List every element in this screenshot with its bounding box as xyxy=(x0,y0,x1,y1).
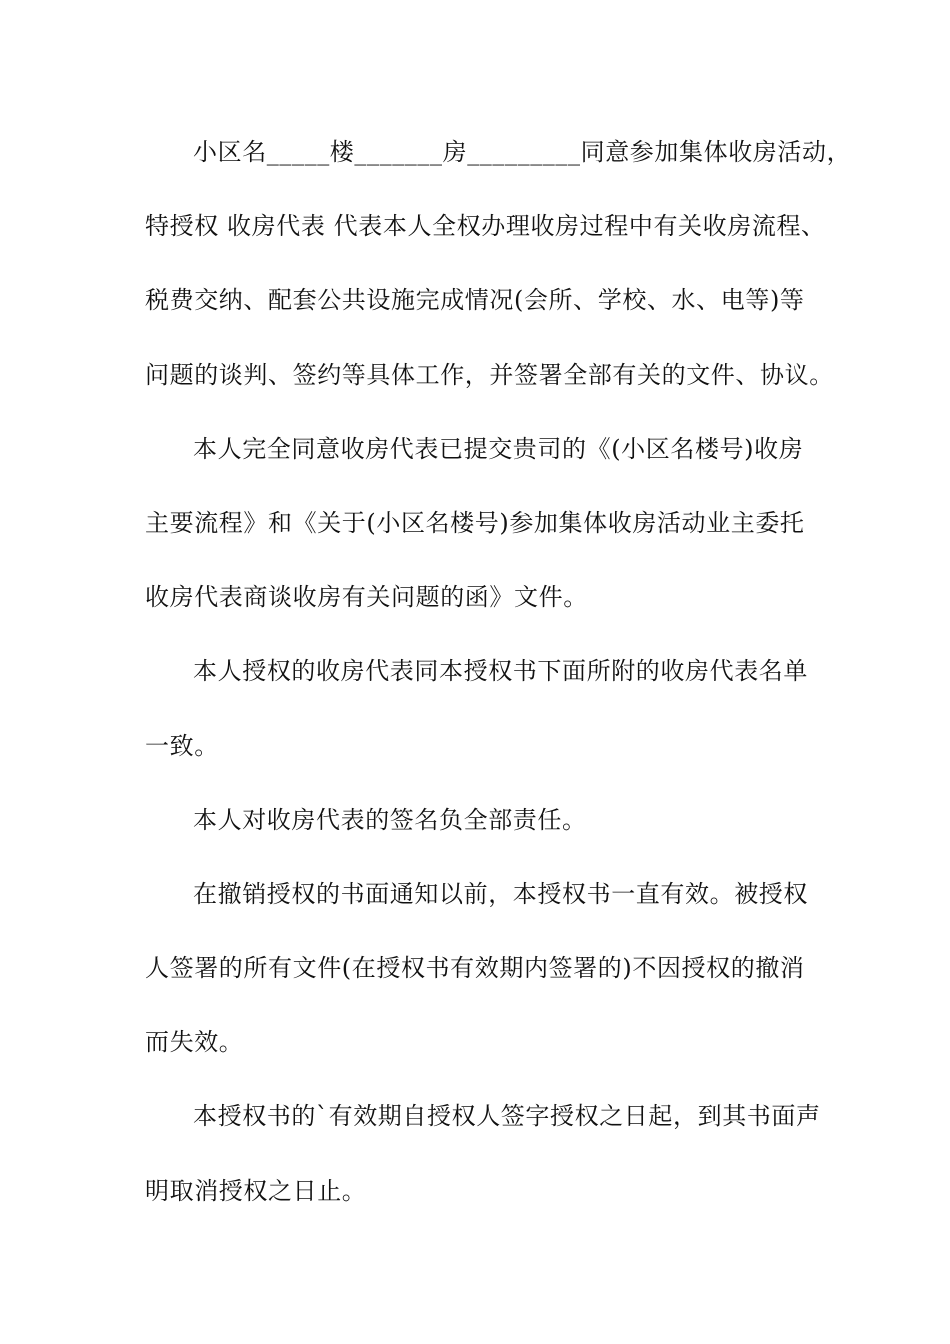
paragraph-3-line-2: 一致。 xyxy=(145,731,219,760)
paragraph-1-line-1: 小区名_____楼_______房_________同意参加集体收房活动， xyxy=(193,138,852,166)
paragraph-5-line-3: 而失效。 xyxy=(145,1028,244,1057)
paragraph-2-line-3: 收房代表商谈收房有关问题的函》文件。 xyxy=(145,583,588,612)
paragraph-6-line-2: 明取消授权之日止。 xyxy=(145,1176,367,1205)
paragraph-2-line-2: 主要流程》和《关于(小区名楼号)参加集体收房活动业主委托 xyxy=(145,508,805,537)
paragraph-3-line-1: 本人授权的收房代表同本授权书下面所附的收房代表名单 xyxy=(193,657,808,686)
paragraph-5-line-2: 人签署的所有文件(在授权书有效期内签署的)不因授权的撤消 xyxy=(145,954,805,983)
document-body xyxy=(145,122,852,1235)
paragraph-1-line-3: 税费交纳、配套公共设施完成情况(会所、学校、水、电等)等 xyxy=(145,286,805,315)
paragraph-4-line-1: 本人对收房代表的签名负全部责任。 xyxy=(193,805,587,834)
paragraph-1-line-4: 问题的谈判、签约等具体工作，并签署全部有关的文件、协议。 xyxy=(145,360,834,389)
paragraph-2-line-1: 本人完全同意收房代表已提交贵司的《(小区名楼号)收房 xyxy=(193,434,804,463)
paragraph-6-line-1: 本授权书的`有效期自授权人签字授权之日起，到其书面声 xyxy=(193,1102,821,1131)
paragraph-1-line-2: 特授权 收房代表 代表本人全权办理收房过程中有关收房流程、 xyxy=(145,212,826,241)
paragraph-5-line-1: 在撤销授权的书面通知以前，本授权书一直有效。被授权 xyxy=(193,879,808,908)
